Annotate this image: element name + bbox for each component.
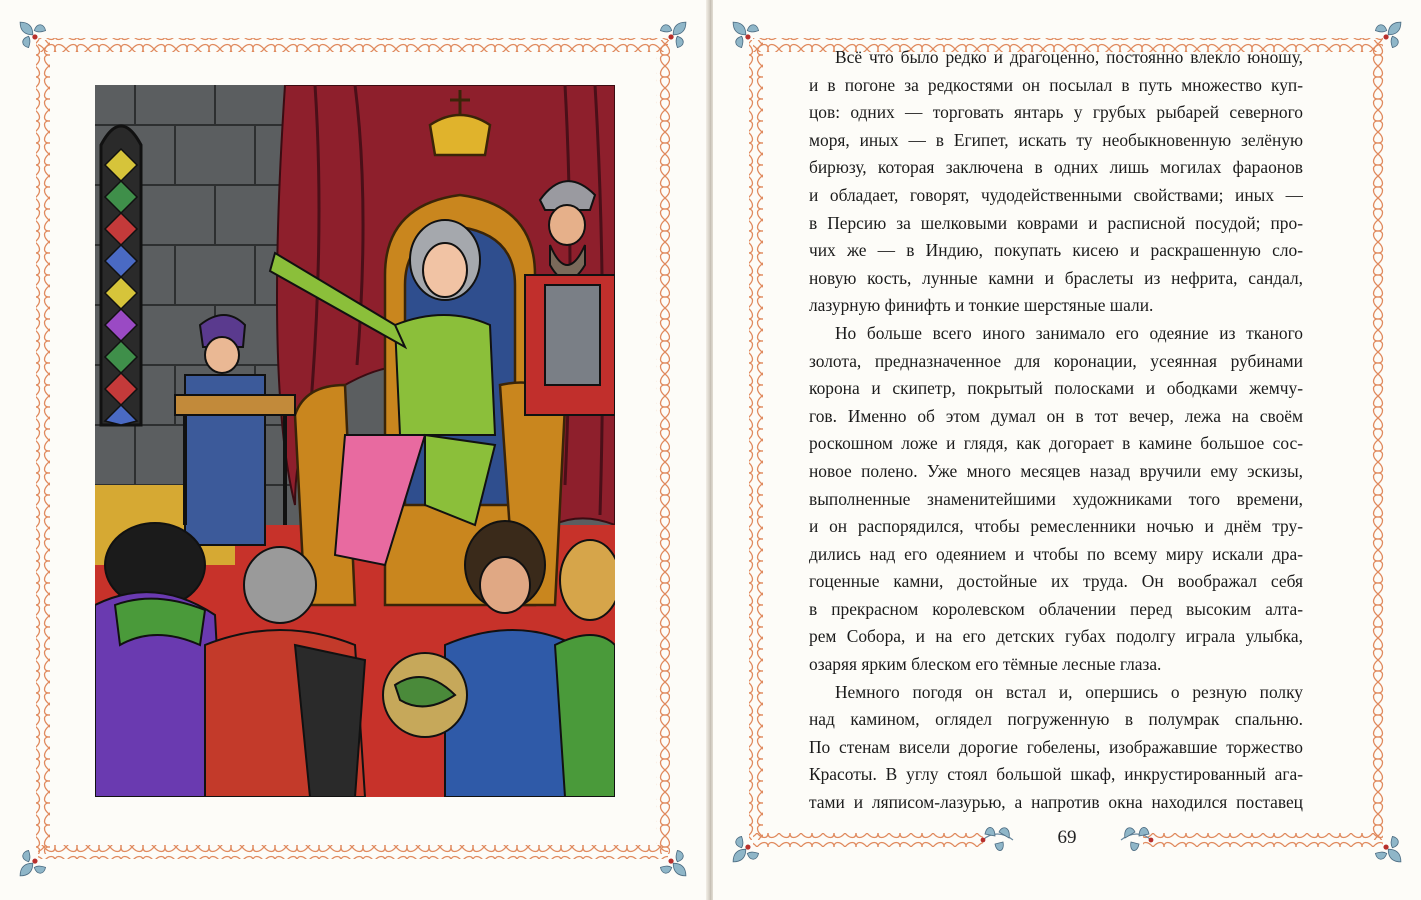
text-line: рем Собора, и на его детских губах подолгу играла улыбка, (809, 626, 1303, 647)
text-line: тами и ляписом-лазурью, а напротив окна находился поставец (809, 792, 1303, 813)
left-page (0, 0, 708, 900)
text-line: гов. Именно об этом думал он в тот вечер, лежа на своём (809, 405, 1303, 426)
text-line: в прекрасном королевском облачении перед высоким алта- (809, 598, 1303, 619)
page-number: 69 (1057, 827, 1077, 848)
text-line: озаряя ярким блеском его тёмные лесные глаза. (809, 654, 1162, 675)
text-line: Всё что было редко и драгоценно, постоянно влекло юношу, (835, 47, 1303, 67)
text-line: цов: одних — торговать янтарь у грубых рыбарей северного (809, 102, 1303, 123)
text-line: над камином, оглядел погруженную в полумрак спальню. (809, 709, 1303, 730)
text-line: Но больше всего иного занимало его одеяние из тканого (835, 322, 1303, 343)
paragraph-2 (809, 320, 1303, 679)
text-line: моря, иных — в Египет, искать ту необыкновенную зелёную (809, 129, 1303, 150)
throne-room-illustration (95, 85, 615, 797)
text-line: чих же — в Индию, покупать кисею и раскрашенную сло- (809, 240, 1303, 261)
right-page (713, 0, 1421, 900)
text-line: По стенам висели дорогие гобелены, изображавшие торжество (809, 736, 1303, 757)
text-line: Красоты. В углу стоял большой шкаф, инкрустированный ага- (809, 764, 1303, 785)
text-line: новое полено. Уже много месяцев назад вручили ему эскизы, (809, 460, 1303, 481)
text-line: Немного погодя он встал и, опершись о резную полку (835, 681, 1303, 702)
text-line: и он распорядился, чтобы ремесленники ночью и днём тру- (809, 516, 1303, 537)
text-line: гоценные камни, достойные их труда. Он воображал себя (809, 571, 1303, 592)
text-line: роскошном ложе и глядя, как догорает в камине большое сос- (809, 433, 1303, 454)
paragraph-1 (809, 44, 1303, 320)
text-line: новую кость, лунные камни и браслеты из нефрита, сандал, (809, 267, 1303, 288)
text-line: выполненные знаменитейшими художниками того времени, (809, 488, 1303, 509)
paragraph-3 (809, 679, 1303, 817)
text-line: бирюзу, которая заключена в одних лишь могилах фараонов (809, 157, 1303, 178)
text-line: дились над его одеянием и чтобы по всему миру искали дра- (809, 543, 1303, 564)
text-line: лазурную финифть и тонкие шерстяные шали. (809, 295, 1154, 316)
text-line: в Персию за шелковыми коврами и расписной посудой; про- (809, 212, 1303, 233)
text-line: корона и скипетр, покрытый полосками и ободками жемчу- (809, 378, 1303, 399)
text-line: золота, предназначенное для коронации, усеянная рубинами (809, 350, 1303, 371)
text-block (809, 44, 1303, 817)
text-line: и обладает, говорят, чудодейственными свойствами; иных — (809, 184, 1303, 205)
text-line: и в погоне за редкостями он посылал в путь множество куп- (809, 74, 1303, 95)
